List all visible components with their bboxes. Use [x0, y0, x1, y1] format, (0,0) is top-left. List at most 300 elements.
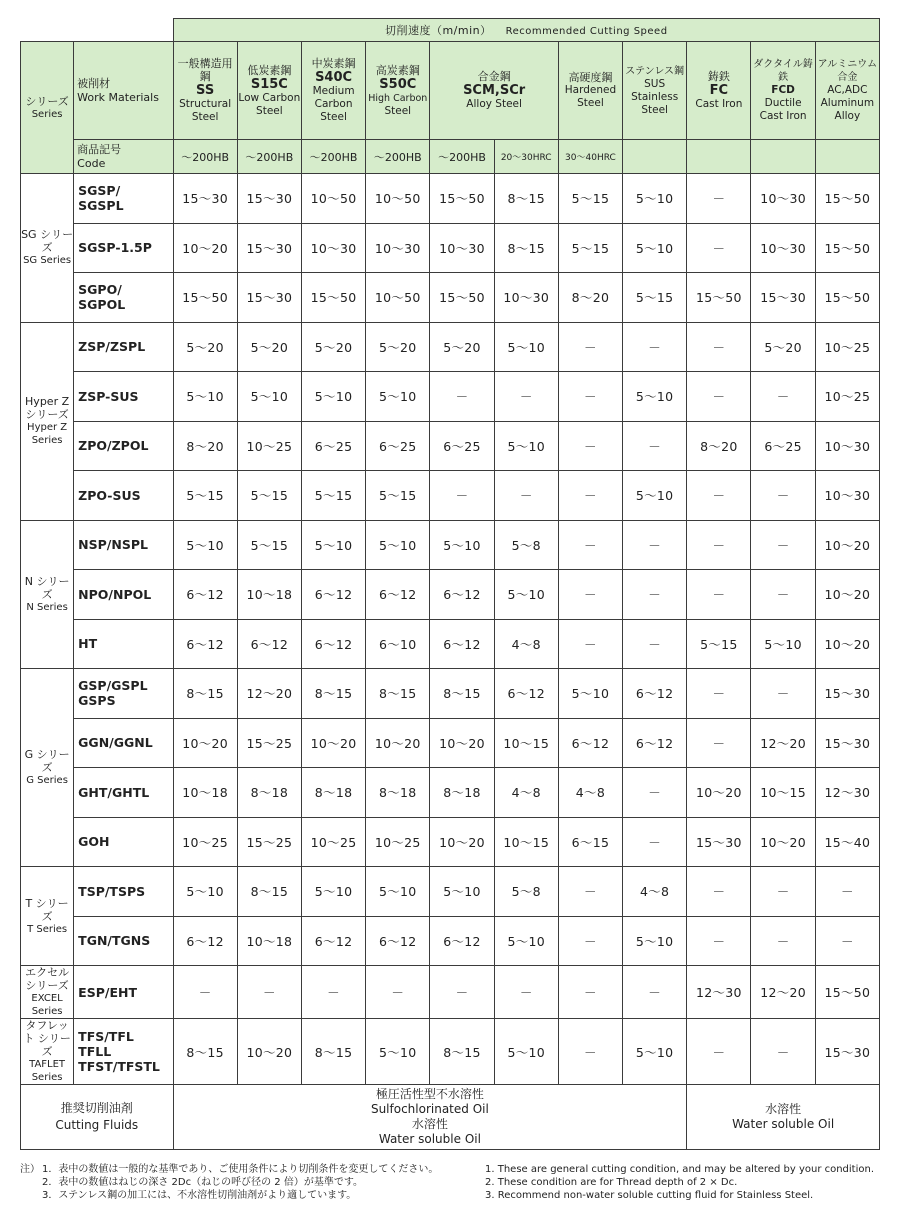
cutting-speed-title	[173, 19, 879, 42]
speed-value: 5～10	[301, 867, 365, 917]
speed-value: 10～20	[301, 718, 365, 768]
speed-value: －	[687, 223, 751, 273]
code-jp: 商品記号	[77, 142, 122, 156]
speed-value: 6～12	[430, 570, 494, 620]
hardness-cell: ～200HB	[430, 140, 494, 174]
speed-value: －	[687, 916, 751, 966]
series-jp: N シリーズ	[24, 574, 70, 601]
speed-value: 15～30	[751, 273, 815, 323]
series-en: Hyper Z Series	[27, 422, 68, 446]
series-jp: SG シリーズ	[21, 228, 74, 255]
speed-value: 10～20	[430, 817, 494, 867]
product-code: NSP/NSPL	[74, 520, 173, 570]
speed-value: －	[366, 966, 430, 1019]
note-en-line: 3. Recommend non-water soluble cutting fluid for Stainless Steel.	[485, 1190, 814, 1201]
speed-value: 6～12	[623, 718, 687, 768]
hardness-cell	[751, 140, 815, 174]
material-stainless	[623, 42, 687, 140]
speed-value: 10～25	[815, 372, 879, 422]
speed-value: 10～15	[494, 817, 558, 867]
material-en: Hardened	[564, 84, 617, 96]
speed-value: －	[815, 916, 879, 966]
speed-value: 5～10	[751, 619, 815, 669]
speed-value: 5～10	[494, 322, 558, 372]
product-code: GHT/GHTL	[74, 768, 173, 818]
speed-value: 10～30	[366, 223, 430, 273]
speed-value: 5～10	[623, 471, 687, 521]
work-jp: 被削材	[77, 76, 111, 90]
speed-value: 4～8	[494, 619, 558, 669]
speed-value: 5～15	[558, 223, 622, 273]
speed-value: 8～18	[237, 768, 301, 818]
fluids-label-en: Cutting Fluids	[55, 1118, 139, 1132]
speed-value: 15～30	[815, 718, 879, 768]
fluid-jp: 水溶性	[765, 1102, 802, 1116]
speed-value: 15～25	[237, 817, 301, 867]
speed-value: 5～10	[173, 867, 237, 917]
code-en: Code	[77, 156, 106, 170]
material-hardened-steel	[558, 42, 622, 140]
material-jp: ステンレス鋼	[625, 65, 685, 77]
notes-en	[485, 1163, 885, 1202]
speed-value: 6～12	[430, 619, 494, 669]
speed-value: 5～10	[366, 867, 430, 917]
table-row	[21, 966, 880, 1019]
product-code: GSP/GSPL GSPS	[74, 669, 173, 719]
speed-value: 6～25	[751, 421, 815, 471]
speed-value: 10～30	[301, 223, 365, 273]
material-en: Steel	[320, 111, 347, 123]
speed-value: －	[558, 471, 622, 521]
product-code: GGN/GGNL	[74, 718, 173, 768]
speed-value: 5～10	[494, 570, 558, 620]
speed-value: 6～12	[301, 570, 365, 620]
speed-value: 10～20	[815, 520, 879, 570]
series-jp: エクセル シリーズ	[25, 966, 70, 992]
hardness-cell: 30～40HRC	[558, 140, 622, 174]
speed-value: 10～50	[366, 174, 430, 224]
speed-value: 8～15	[237, 867, 301, 917]
speed-value: 15～50	[173, 273, 237, 323]
speed-value: －	[623, 322, 687, 372]
series-jp: タフレット シリーズ	[23, 1019, 71, 1058]
speed-value: 10～25	[815, 322, 879, 372]
speed-value: 10～30	[494, 273, 558, 323]
series-header-jp: シリーズ	[25, 94, 69, 108]
speed-value: －	[751, 916, 815, 966]
speed-value: 8～15	[301, 669, 365, 719]
series-header	[21, 42, 74, 174]
table-row	[21, 718, 880, 768]
speed-value: 6～12	[623, 669, 687, 719]
speed-value: 10～20	[366, 718, 430, 768]
product-code: ZSP-SUS	[74, 372, 173, 422]
speed-value: 5～10	[430, 520, 494, 570]
work-materials-header	[74, 42, 173, 140]
table-row	[21, 273, 880, 323]
speed-value: －	[558, 1019, 622, 1085]
speed-value: 5～15	[237, 520, 301, 570]
speed-value: －	[687, 174, 751, 224]
speed-value: 5～10	[623, 223, 687, 273]
speed-value: －	[751, 471, 815, 521]
speed-value: 8～18	[301, 768, 365, 818]
material-en: Aluminum	[820, 97, 875, 109]
speed-value: 6～25	[366, 421, 430, 471]
fluid-sulfochlorinated	[173, 1085, 687, 1150]
speed-value: －	[687, 570, 751, 620]
speed-value: 15～30	[237, 223, 301, 273]
product-code: ESP/EHT	[74, 966, 173, 1019]
series-label	[21, 174, 74, 323]
speed-value: －	[687, 372, 751, 422]
speed-value: －	[623, 817, 687, 867]
speed-value: 6～12	[237, 619, 301, 669]
speed-value: 10～20	[173, 718, 237, 768]
speed-value: －	[558, 867, 622, 917]
table-row	[21, 471, 880, 521]
speed-value: 5～15	[558, 174, 622, 224]
series-label	[21, 1019, 74, 1085]
fluid-en: Sulfochlorinated Oil	[370, 1102, 489, 1116]
table-row	[21, 916, 880, 966]
speed-value: －	[237, 966, 301, 1019]
note-jp-line: 1．表中の数値は一般的な基準であり、ご使用条件により切削条件を変更してください。	[42, 1164, 439, 1175]
speed-value: 10～25	[237, 421, 301, 471]
speed-value: －	[558, 421, 622, 471]
speed-value: －	[751, 669, 815, 719]
fluid-en: Water soluble Oil	[378, 1132, 481, 1146]
speed-value: 6～12	[366, 570, 430, 620]
fluid-jp: 水溶性	[411, 1117, 448, 1131]
speed-value: 6～12	[173, 916, 237, 966]
speed-value: 15～30	[173, 174, 237, 224]
material-jp: 低炭素鋼	[247, 63, 292, 77]
material-en: Stainless	[631, 90, 679, 103]
speed-value: 12～20	[237, 669, 301, 719]
speed-value: 5～10	[301, 520, 365, 570]
material-jp: 高硬度鋼	[568, 71, 613, 84]
speed-value: 5～20	[173, 322, 237, 372]
speed-value: 5～20	[301, 322, 365, 372]
product-code: ZPO/ZPOL	[74, 421, 173, 471]
material-en: Low Carbon	[238, 91, 301, 104]
product-code: TSP/TSPS	[74, 867, 173, 917]
speed-value: 5～20	[237, 322, 301, 372]
speed-value: －	[687, 322, 751, 372]
speed-value: 6～12	[366, 916, 430, 966]
material-jp: ダクタイル鋳鉄	[753, 59, 813, 83]
series-label	[21, 520, 74, 669]
speed-value: 12～20	[751, 966, 815, 1019]
speed-value: 15～25	[237, 718, 301, 768]
speed-value: －	[494, 372, 558, 422]
speed-value: 4～8	[623, 867, 687, 917]
notes-head: 注）	[20, 1164, 40, 1175]
speed-value: －	[558, 619, 622, 669]
hardness-cell: ～200HB	[301, 140, 365, 174]
material-cast-iron	[687, 42, 751, 140]
material-en: Steel	[577, 97, 604, 109]
hardness-cell: ～200HB	[237, 140, 301, 174]
corner-blank	[21, 19, 74, 42]
material-en: Structural	[179, 98, 232, 110]
table-row	[21, 421, 880, 471]
title-en: Recommended Cutting Speed	[505, 26, 668, 37]
speed-value: 10～25	[173, 817, 237, 867]
speed-value: 5～10	[237, 372, 301, 422]
speed-value: 8～15	[494, 223, 558, 273]
product-code: SGSP/ SGSPL	[74, 174, 173, 224]
material-jp: 合金鋼	[477, 70, 511, 83]
table-row	[21, 867, 880, 917]
speed-value: 15～30	[687, 817, 751, 867]
series-jp: T シリーズ	[25, 896, 69, 923]
material-jp: アルミニウム合金	[817, 59, 878, 83]
product-code: HT	[74, 619, 173, 669]
speed-value: 10～50	[301, 174, 365, 224]
speed-value: 10～20	[751, 817, 815, 867]
speed-value: 10～20	[430, 718, 494, 768]
series-en: T Series	[27, 923, 68, 935]
speed-value: 5～10	[430, 867, 494, 917]
speed-value: 5～15	[687, 619, 751, 669]
material-code: S15C	[250, 76, 288, 92]
product-code: TFS/TFL TFLL TFST/TFSTL	[74, 1019, 173, 1085]
speed-value: 8～18	[430, 768, 494, 818]
speed-value: 8～15	[430, 1019, 494, 1085]
title-jp: 切削速度（m/min）	[384, 24, 492, 37]
material-s40c	[301, 42, 365, 140]
speed-value: 5～20	[366, 322, 430, 372]
speed-value: 15～30	[815, 1019, 879, 1085]
speed-value: 8～15	[173, 1019, 237, 1085]
speed-value: 6～15	[558, 817, 622, 867]
material-code: S50C	[379, 76, 417, 92]
material-en: Carbon	[314, 98, 353, 110]
speed-value: 5～10	[366, 1019, 430, 1085]
material-s50c	[366, 42, 430, 140]
material-en: Steel	[641, 103, 668, 116]
speed-value: 6～12	[173, 570, 237, 620]
speed-value: 10～25	[366, 817, 430, 867]
speed-value: 5～10	[494, 421, 558, 471]
speed-value: 6～12	[301, 619, 365, 669]
speed-value: 5～15	[366, 471, 430, 521]
speed-value: －	[751, 372, 815, 422]
table-row	[21, 322, 880, 372]
table-row	[21, 1019, 880, 1085]
hardness-cell	[623, 140, 687, 174]
hardness-cell: 20～30HRC	[494, 140, 558, 174]
speed-value: －	[687, 520, 751, 570]
series-en: EXCEL Series	[31, 993, 63, 1017]
speed-value: 10～20	[687, 768, 751, 818]
material-jp: 一般構造用鋼	[177, 57, 233, 83]
material-en: Medium	[312, 85, 355, 97]
table-row	[21, 223, 880, 273]
speed-value: －	[558, 966, 622, 1019]
material-code: AC,ADC	[827, 84, 868, 96]
speed-value: 10～18	[237, 570, 301, 620]
speed-value: 15～30	[237, 174, 301, 224]
material-en: Alloy	[834, 110, 861, 122]
speed-value: －	[687, 471, 751, 521]
series-en: N Series	[26, 601, 68, 613]
speed-value: －	[173, 966, 237, 1019]
speed-value: －	[558, 322, 622, 372]
product-code: GOH	[74, 817, 173, 867]
material-code: SCM,SCr	[463, 83, 526, 98]
speed-value: 10～20	[815, 619, 879, 669]
speed-value: －	[558, 372, 622, 422]
material-en: Ductile	[764, 97, 802, 109]
series-label	[21, 322, 74, 520]
speed-value: 5～20	[751, 322, 815, 372]
speed-value: 15～50	[815, 174, 879, 224]
speed-value: 5～10	[173, 372, 237, 422]
speed-value: 10～15	[751, 768, 815, 818]
speed-value: 8～20	[687, 421, 751, 471]
cutting-speed-table	[20, 18, 880, 1150]
product-code: SGPO/ SGPOL	[74, 273, 173, 323]
material-en: Steel	[256, 104, 283, 117]
speed-value: －	[494, 471, 558, 521]
speed-value: 10～15	[494, 718, 558, 768]
material-jp: 中炭素鋼	[311, 57, 356, 70]
table-row	[21, 669, 880, 719]
speed-value: 6～10	[366, 619, 430, 669]
speed-value: 6～25	[430, 421, 494, 471]
table-row	[21, 619, 880, 669]
material-code: FCD	[771, 84, 795, 96]
speed-value: 5～10	[494, 916, 558, 966]
material-en: Cast Iron	[695, 98, 743, 110]
speed-value: －	[623, 619, 687, 669]
speed-value: 5～15	[237, 471, 301, 521]
note-en-line: 2. These condition are for Thread depth of 2 × Dc.	[485, 1177, 738, 1188]
speed-value: －	[623, 520, 687, 570]
fluid-jp: 極圧活性型不水溶性	[375, 1087, 484, 1101]
speed-value: －	[623, 768, 687, 818]
material-en: High Carbon	[368, 92, 428, 104]
code-header	[74, 140, 173, 174]
speed-value: －	[301, 966, 365, 1019]
speed-value: 6～12	[430, 916, 494, 966]
speed-value: －	[687, 669, 751, 719]
fluids-label-jp: 推奨切削油剤	[60, 1101, 133, 1115]
speed-value: 8～20	[558, 273, 622, 323]
material-en: Alloy Steel	[466, 98, 522, 110]
speed-value: －	[751, 570, 815, 620]
material-code: S40C	[315, 70, 353, 85]
table-row	[21, 817, 880, 867]
series-label	[21, 669, 74, 867]
speed-value: －	[558, 520, 622, 570]
cutting-fluids-label	[21, 1085, 174, 1150]
speed-value: 10～25	[301, 817, 365, 867]
speed-value: 5～8	[494, 520, 558, 570]
speed-value: 8～18	[366, 768, 430, 818]
speed-value: 15～40	[815, 817, 879, 867]
speed-value: 5～20	[430, 322, 494, 372]
speed-value: 15～50	[430, 174, 494, 224]
speed-value: －	[558, 916, 622, 966]
material-aluminum	[815, 42, 879, 140]
speed-value: －	[623, 421, 687, 471]
note-jp-line: 3．ステンレス鋼の加工には、不水溶性切削油剤がより適しています。	[42, 1190, 357, 1201]
speed-value: －	[430, 372, 494, 422]
speed-value: 8～20	[173, 421, 237, 471]
speed-value: 10～20	[173, 223, 237, 273]
material-en: Cast Iron	[759, 110, 807, 122]
series-header-en: Series	[31, 108, 63, 120]
series-label	[21, 966, 74, 1019]
fluid-water-soluble	[687, 1085, 880, 1150]
notes-jp	[42, 1163, 472, 1202]
product-code: ZPO-SUS	[74, 471, 173, 521]
hardness-cell	[815, 140, 879, 174]
hardness-cell: ～200HB	[366, 140, 430, 174]
speed-value: －	[430, 471, 494, 521]
speed-value: 10～50	[366, 273, 430, 323]
table-row	[21, 570, 880, 620]
speed-value: 5～10	[623, 916, 687, 966]
speed-value: 4～8	[494, 768, 558, 818]
speed-value: 12～30	[815, 768, 879, 818]
speed-value: －	[751, 1019, 815, 1085]
speed-value: 5～15	[623, 273, 687, 323]
speed-value: －	[623, 570, 687, 620]
series-en: TAFLET Series	[29, 1059, 66, 1083]
material-s15c	[237, 42, 301, 140]
speed-value: 5～10	[623, 372, 687, 422]
speed-value: 12～30	[687, 966, 751, 1019]
speed-value: －	[815, 867, 879, 917]
speed-value: 5～10	[623, 1019, 687, 1085]
speed-value: 6～12	[173, 619, 237, 669]
product-code: TGN/TGNS	[74, 916, 173, 966]
speed-value: －	[623, 966, 687, 1019]
material-jp: 高炭素鋼	[375, 63, 420, 77]
speed-value: 15～30	[237, 273, 301, 323]
series-jp: Hyper Z シリーズ	[25, 395, 70, 421]
speed-value: 10～30	[751, 223, 815, 273]
speed-value: 5～10	[173, 520, 237, 570]
speed-value: 10～30	[815, 471, 879, 521]
speed-value: －	[430, 966, 494, 1019]
series-jp: G シリーズ	[24, 748, 70, 774]
speed-value: 10～30	[751, 174, 815, 224]
material-ss	[173, 42, 237, 140]
speed-value: 5～10	[366, 520, 430, 570]
speed-value: －	[558, 570, 622, 620]
fluid-en: Water soluble Oil	[732, 1117, 835, 1131]
speed-value: 15～50	[815, 273, 879, 323]
speed-value: 5～15	[301, 471, 365, 521]
speed-value: 15～50	[815, 966, 879, 1019]
speed-value: 8～15	[430, 669, 494, 719]
cutting-fluids-row	[21, 1085, 880, 1150]
speed-value: 5～10	[558, 669, 622, 719]
material-jp: 鋳鉄	[707, 70, 730, 83]
material-alloy-steel	[430, 42, 558, 140]
work-en: Work Materials	[77, 90, 159, 104]
note-jp-line: 2．表中の数値はねじの深さ 2Dc（ねじの呼び径の 2 倍）が基準です。	[42, 1177, 364, 1188]
speed-value: 5～10	[623, 174, 687, 224]
product-code: SGSP-1.5P	[74, 223, 173, 273]
speed-value: 10～30	[430, 223, 494, 273]
